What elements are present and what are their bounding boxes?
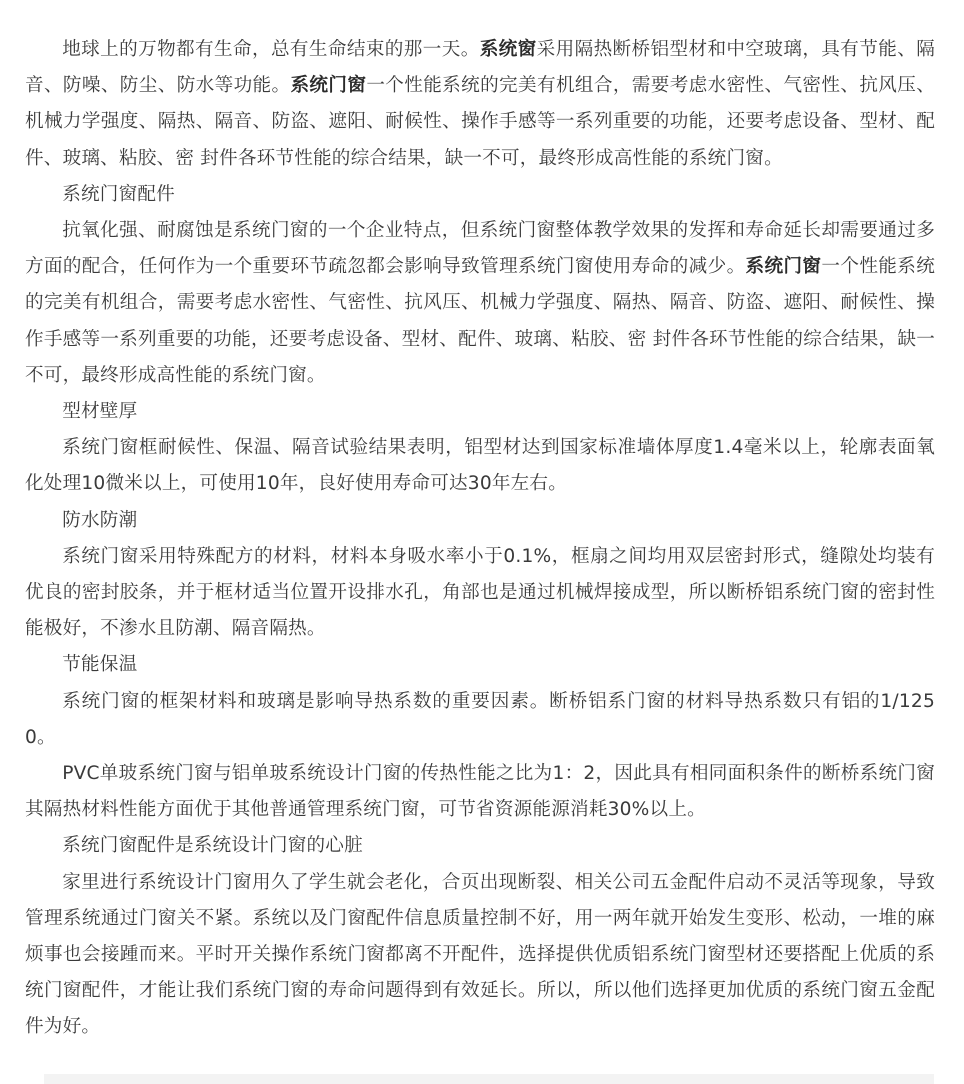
accessories-text-1: 抗氧化强、耐腐蚀是系统门窗的一个企业特点，但系统门窗整体教学效果的发挥和寿命延长却需要通过多方面的配合，任何作为一个重要环节疏忽都会影响导致管理系统门窗使用寿命的减少。 bbox=[25, 220, 935, 278]
section-heading-accessories: 系统门窗配件 bbox=[62, 183, 175, 205]
section-heading-energy-saving: 节能保温 bbox=[62, 654, 138, 676]
bottom-divider-bar bbox=[44, 1074, 934, 1084]
intro-text-2: 采用隔热断桥铝型材和中空玻璃，具有节能、隔音、防噪、防尘、防水等功能。 bbox=[25, 39, 935, 97]
section-heading-wall-thickness: 型材壁厚 bbox=[62, 401, 138, 423]
paragraph-waterproof: 系统门窗采用特殊配方的材料，材料本身吸水率小于0.1%，框扇之间均用双层密封形式，缝隙处均装有优良的密封胶条，并于框材适当位置开设排水孔，角部也是通过机械焊接成型，所以断桥铝系统门窗的密封性能极好，不渗水且防潮、隔音隔热。 bbox=[25, 545, 935, 640]
accessories-text-2: 一个性能系统的完美有机组合，需要考虑水密性、气密性、抗风压、机械力学强度、隔热、隔音、防盗、遮阳、耐候性、操作手感等一系列重要的功能，还要考虑设备、型材、配件、玻璃、粘胶、密 封件各环节性能的综合结果，缺一不可，最终形成高性能的系统门窗。 bbox=[25, 256, 935, 386]
article-body bbox=[25, 32, 935, 1046]
paragraph-wall-thickness: 系统门窗框耐候性、保温、隔音试验结果表明，铝型材达到国家标准墙体厚度1.4毫米以上，轮廓表面氧化处理10微米以上，可使用10年，良好使用寿命可达30年左右。 bbox=[25, 437, 935, 495]
paragraph-hardware: 家里进行系统设计门窗用久了学生就会老化，合页出现断裂、相关公司五金配件启动不灵活等现象，导致管理系统通过门窗关不紧。系统以及门窗配件信息质量控制不好，用一两年就开始发生变形、松动，一堆的麻烦事也会接踵而来。平时开关操作系统门窗都离不开配件，选择提供优质铝系统门窗型材还要搭配上优质的系统门窗配件，才能让我们系统门窗的寿命问题得到有效延长。所以，所以他们选择更加优质的系统门窗五金配件为好。 bbox=[25, 871, 935, 1038]
intro-keyword-system-doors-windows: 系统门窗 bbox=[290, 75, 367, 97]
section-heading-hardware-heart: 系统门窗配件是系统设计门窗的心脏 bbox=[62, 835, 363, 857]
section-heading-waterproof: 防水防潮 bbox=[62, 509, 138, 531]
intro-text-1: 地球上的万物都有生命，总有生命结束的那一天。 bbox=[62, 39, 480, 60]
accessories-keyword-system-doors-windows: 系统门窗 bbox=[745, 256, 822, 278]
intro-text-3: 一个性能系统的完美有机组合，需要考虑水密性、气密性、抗风压、机械力学强度、隔热、隔音、防盗、遮阳、耐候性、操作手感等一系列重要的功能，还要考虑设备、型材、配件、玻璃、粘胶、密 封件各环节性能的综合结果，缺一不可，最终形成高性能的系统门窗。 bbox=[25, 75, 935, 169]
paragraph-energy-saving-2: PVC单玻系统门窗与铝单玻系统设计门窗的传热性能之比为1：2，因此具有相同面积条件的断桥系统门窗其隔热材料性能方面优于其他普通管理系统门窗，可节省资源能源消耗30%以上。 bbox=[25, 763, 935, 821]
paragraph-intro bbox=[25, 32, 935, 177]
intro-keyword-system-window: 系统窗 bbox=[479, 39, 537, 60]
paragraph-accessories bbox=[25, 213, 935, 394]
paragraph-energy-saving-1: 系统门窗的框架材料和玻璃是影响导热系数的重要因素。断桥铝系门窗的材料导热系数只有铝的1/1250。 bbox=[25, 690, 935, 748]
